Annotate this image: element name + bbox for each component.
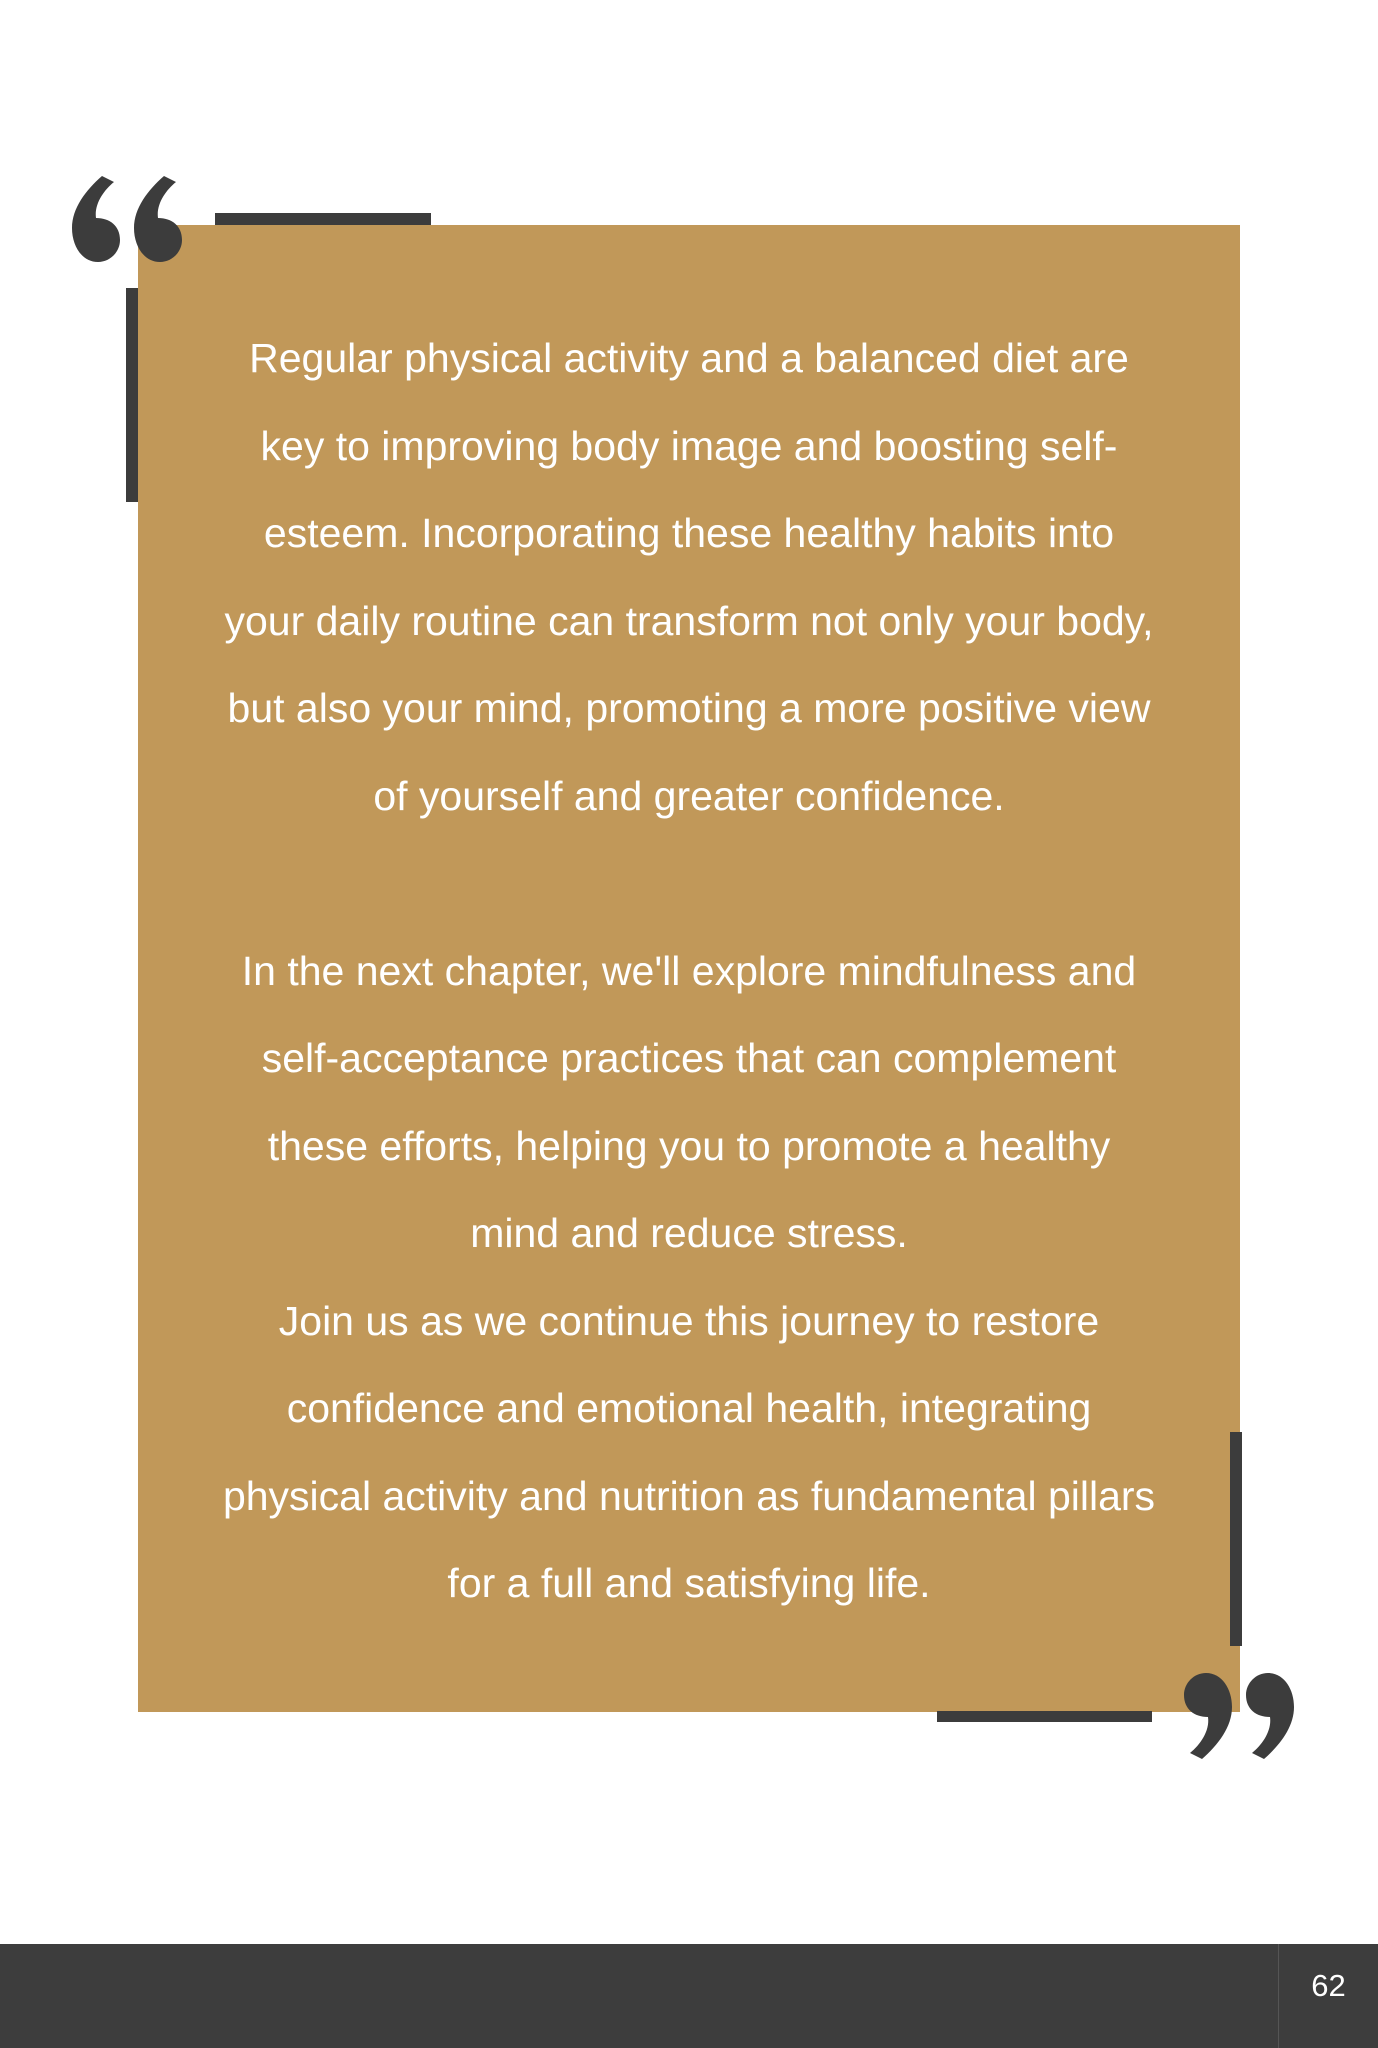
top-accent-bar	[215, 213, 431, 225]
left-accent-bar	[126, 288, 138, 502]
quote-line: your daily routine can transform not only your body,	[224, 597, 1154, 644]
quote-text	[170, 315, 1208, 1628]
quote-line: In the next chapter, we'll explore mindfulness and	[241, 947, 1137, 994]
quote-line: these efforts, helping you to promote a healthy	[267, 1122, 1111, 1169]
quote-line: for a full and satisfying life.	[447, 1560, 931, 1606]
page-number: 62	[1278, 1944, 1378, 2048]
quote-line: Regular physical activity and a balanced diet are	[249, 335, 1129, 381]
paragraph-gap	[170, 840, 1208, 928]
quote-line: physical activity and nutrition as fundamental pillars	[222, 1472, 1156, 1519]
footer-bar	[0, 1944, 1378, 2048]
quote-line: but also your mind, promoting a more positive view	[227, 685, 1151, 731]
quote-line: mind and reduce stress.	[470, 1210, 908, 1256]
bottom-accent-bar	[937, 1711, 1152, 1722]
open-quote-icon	[68, 170, 196, 270]
close-quote-icon	[1170, 1665, 1298, 1765]
quote-line: key to improving body image and boosting self-	[260, 422, 1118, 469]
quote-line: esteem. Incorporating these healthy habits into	[263, 510, 1115, 556]
right-accent-bar	[1230, 1432, 1242, 1646]
quote-line: self-acceptance practices that can complement	[261, 1035, 1117, 1081]
quote-line: of yourself and greater confidence.	[373, 772, 1005, 819]
quote-line: Join us as we continue this journey to restore	[278, 1297, 1100, 1344]
quote-line: confidence and emotional health, integrating	[286, 1385, 1092, 1431]
